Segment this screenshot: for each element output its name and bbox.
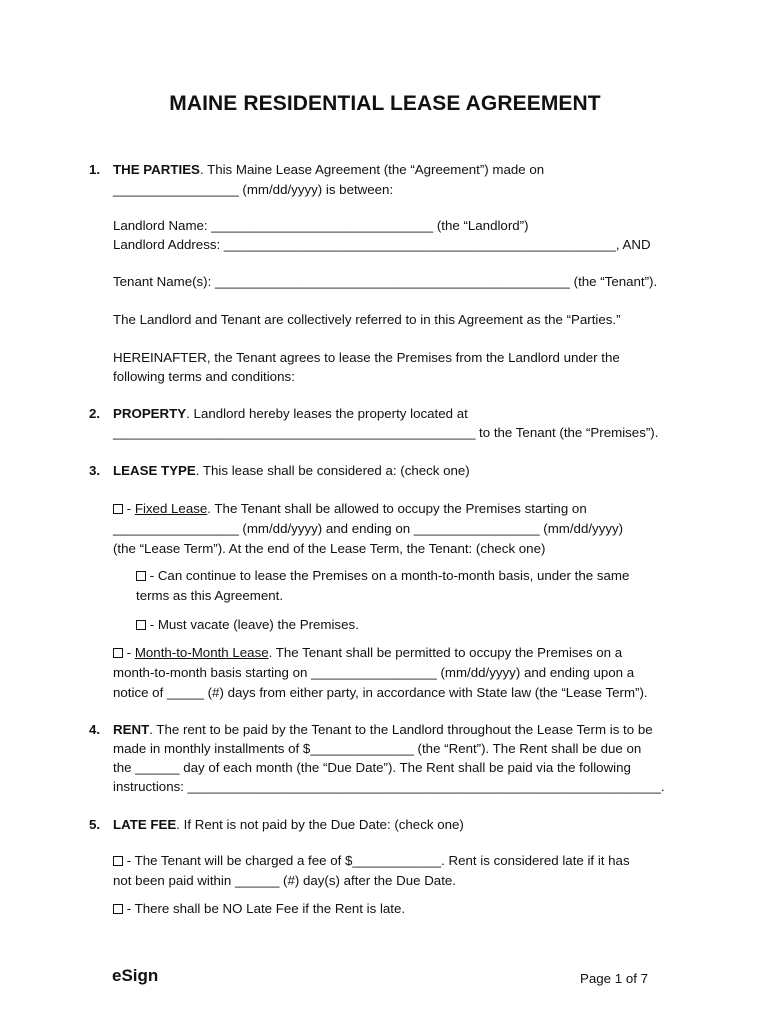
section-parties-line-1: THE PARTIES. This Maine Lease Agreement (the “Agreement”) made on	[113, 162, 545, 177]
rent-installments-line: made in monthly installments of $______________ (the “Rent”). The Rent shall be due on	[113, 741, 642, 756]
landlord-name-line: Landlord Name: ______________________________ (the “Landlord”)	[113, 218, 529, 233]
fixed-lease-option: - Fixed Lease. The Tenant shall be allowed to occupy the Premises starting on	[113, 501, 587, 517]
month-to-month-notice-line: notice of _____ (#) days from either party, in accordance with State law (the “Lease Term”).	[113, 685, 648, 700]
section-late-fee-line-1: LATE FEE. If Rent is not paid by the Due Date: (check one)	[113, 817, 464, 832]
fixed-lease-label: Fixed Lease	[134, 501, 208, 516]
page-number: Page 1 of 7	[580, 971, 649, 986]
vacate-checkbox[interactable]	[136, 620, 146, 630]
month-to-month-checkbox[interactable]	[113, 648, 123, 658]
section-property-line-1: PROPERTY. Landlord hereby leases the property located at	[113, 406, 468, 421]
parties-definition: The Landlord and Tenant are collectively referred to in this Agreement as the “Parties.”	[113, 312, 621, 327]
section-number: 1.	[89, 162, 101, 177]
late-fee-checkbox[interactable]	[113, 856, 123, 866]
landlord-address-line: Landlord Address: _____________________________________________________, AND	[113, 237, 651, 252]
month-to-month-label: Month-to-Month Lease	[134, 645, 269, 660]
fixed-lease-dates-line: _________________ (mm/dd/yyyy) and ending on _________________ (mm/dd/yyyy)	[113, 521, 624, 536]
section-heading: THE PARTIES	[113, 162, 200, 177]
section-rent-line-1: RENT. The rent to be paid by the Tenant to the Landlord throughout the Lease Term is to be	[113, 722, 653, 737]
agreement-date-line: _________________ (mm/dd/yyyy) is between:	[113, 182, 394, 197]
section-heading: LATE FEE	[113, 817, 177, 832]
vacate-option: - Must vacate (leave) the Premises.	[136, 617, 359, 633]
tenant-names-line: Tenant Name(s): ________________________________________________ (the “Tenant”).	[113, 274, 658, 289]
continue-lease-option: - Can continue to lease the Premises on a month-to-month basis, under the same	[136, 568, 629, 584]
continue-lease-checkbox[interactable]	[136, 571, 146, 581]
section-heading: LEASE TYPE	[113, 463, 196, 478]
no-late-fee-checkbox[interactable]	[113, 904, 123, 914]
fixed-lease-term-line: (the “Lease Term”). At the end of the Lease Term, the Tenant: (check one)	[113, 541, 546, 556]
rent-due-date-line: the ______ day of each month (the “Due Date”). The Rent shall be paid via the following	[113, 760, 631, 775]
section-heading: RENT	[113, 722, 150, 737]
document-title: MAINE RESIDENTIAL LEASE AGREEMENT	[169, 92, 601, 115]
hereinafter-line-2: following terms and conditions:	[113, 369, 295, 384]
section-number: 4.	[89, 722, 101, 737]
no-late-fee-option: - There shall be NO Late Fee if the Rent is late.	[113, 901, 405, 917]
section-number: 3.	[89, 463, 101, 478]
section-number: 2.	[89, 406, 101, 421]
esign-logo: eSign	[112, 966, 159, 985]
late-fee-days-line: not been paid within ______ (#) day(s) after the Due Date.	[113, 873, 456, 888]
hereinafter-line-1: HEREINAFTER, the Tenant agrees to lease the Premises from the Landlord under the	[113, 350, 620, 365]
fixed-lease-checkbox[interactable]	[113, 504, 123, 514]
month-to-month-start-line: month-to-month basis starting on _________________ (mm/dd/yyyy) and ending upon a	[113, 665, 635, 680]
section-number: 5.	[89, 817, 101, 832]
property-address-line: _________________________________________________ to the Tenant (the “Premises”).	[113, 425, 659, 440]
rent-instructions-line: instructions: ________________________________________________________________.	[113, 779, 665, 794]
month-to-month-option: - Month-to-Month Lease. The Tenant shall be permitted to occupy the Premises on a	[113, 645, 622, 661]
late-fee-option: - The Tenant will be charged a fee of $____________. Rent is considered late if it has	[113, 853, 630, 869]
section-heading: PROPERTY	[113, 406, 187, 421]
continue-lease-line-2: terms as this Agreement.	[136, 588, 284, 603]
section-lease-type-line-1: LEASE TYPE. This lease shall be considered a: (check one)	[113, 463, 470, 478]
